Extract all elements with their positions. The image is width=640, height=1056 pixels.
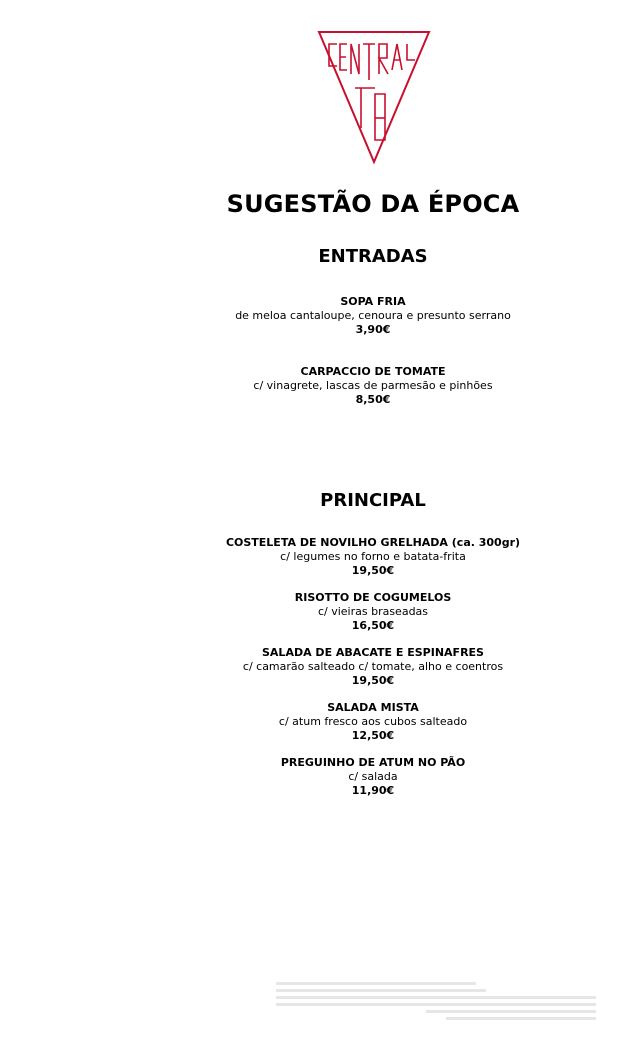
item-price: 19,50€ <box>351 674 395 687</box>
menu-item <box>0 756 640 798</box>
item-description: c/ legumes no forno e batata-frita <box>280 550 466 563</box>
menu-item <box>0 365 640 407</box>
item-name: SALADA DE ABACATE E ESPINAFRES <box>262 646 484 659</box>
item-description: c/ atum fresco aos cubos salteado <box>278 715 468 728</box>
item-price: 16,50€ <box>351 619 395 632</box>
item-price: 11,90€ <box>351 784 395 797</box>
item-price: 8,50€ <box>355 393 391 406</box>
item-name: COSTELETA DE NOVILHO GRELHADA (ca. 300gr) <box>225 536 521 549</box>
section-title-entradas: ENTRADAS <box>318 246 428 267</box>
decorative-stripes <box>276 980 598 1026</box>
item-price: 3,90€ <box>355 323 391 336</box>
item-price: 12,50€ <box>351 729 395 742</box>
menu-item <box>0 646 640 688</box>
item-name: RISOTTO DE COGUMELOS <box>294 591 452 604</box>
item-name: PREGUINHO DE ATUM NO PÃO <box>280 756 466 769</box>
central-logo <box>317 30 431 164</box>
item-name: CARPACCIO DE TOMATE <box>300 365 446 378</box>
menu-item <box>0 295 640 337</box>
item-name: SOPA FRIA <box>340 295 406 308</box>
item-price: 19,50€ <box>351 564 395 577</box>
menu-item <box>0 591 640 633</box>
section-title-principal: PRINCIPAL <box>320 490 426 511</box>
item-description: c/ vinagrete, lascas de parmesão e pinhões <box>253 379 493 392</box>
item-description: c/ vieiras braseadas <box>317 605 429 618</box>
item-name: SALADA MISTA <box>327 701 419 714</box>
page-title: SUGESTÃO DA ÉPOCA <box>226 190 520 218</box>
item-description: c/ salada <box>348 770 398 783</box>
menu-item <box>0 536 640 578</box>
menu-item <box>0 701 640 743</box>
item-description: c/ camarão salteado c/ tomate, alho e coentros <box>242 660 504 673</box>
item-description: de meloa cantaloupe, cenoura e presunto serrano <box>235 309 511 322</box>
